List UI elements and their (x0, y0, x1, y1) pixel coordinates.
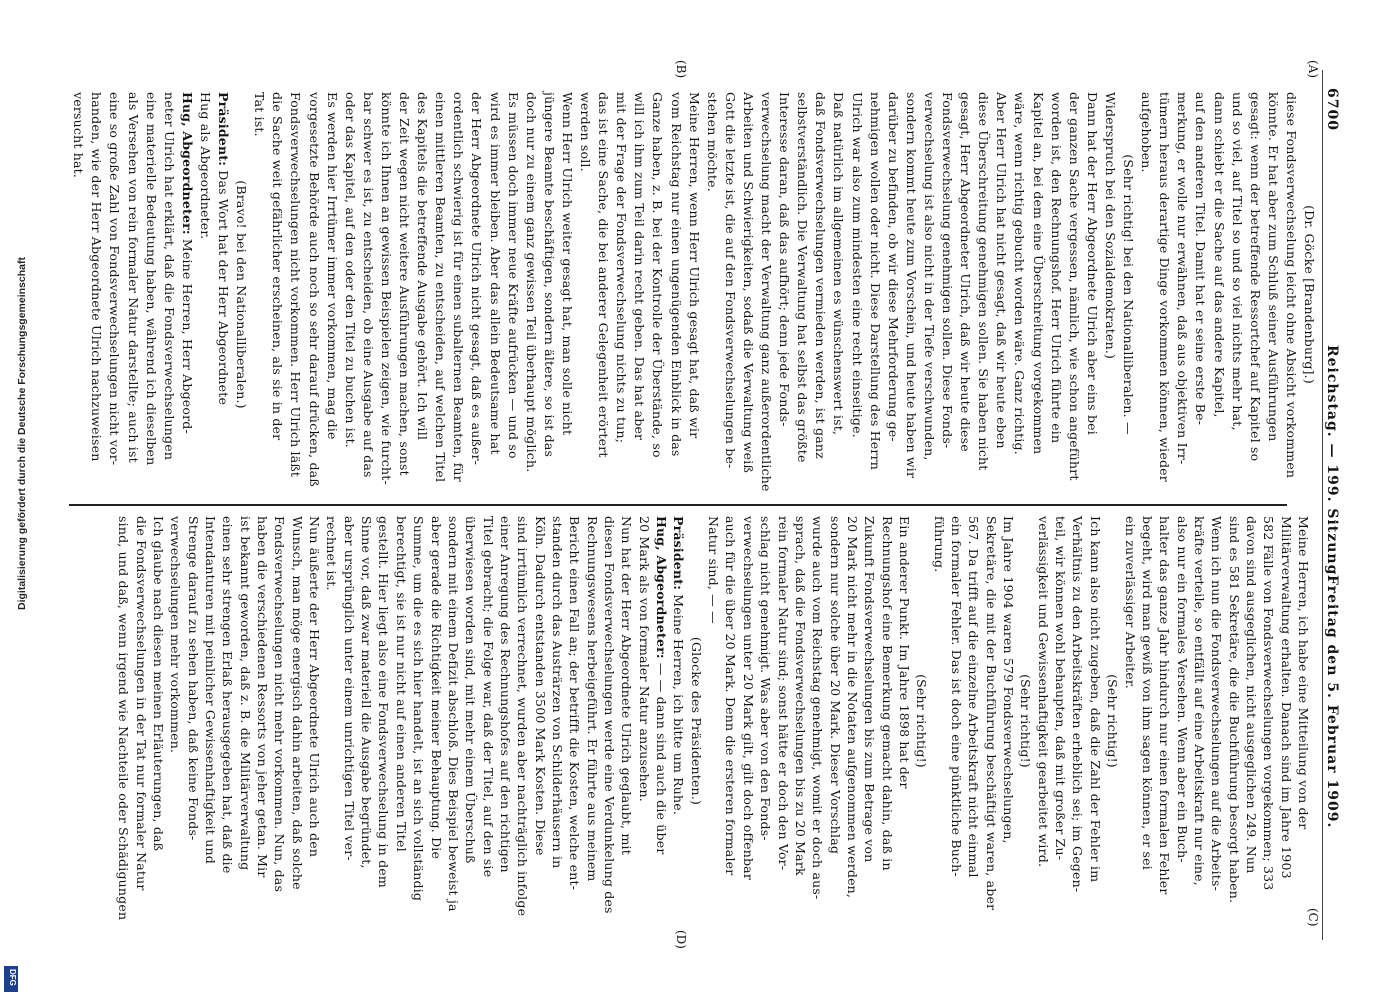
left-column-line: Hug als Abgeordneter. (197, 92, 213, 240)
right-column-line: Präsident: Meine Herren, ich bitte um Ruhe. (671, 516, 687, 816)
right-column-line: verwechselungen unter 20 Mark gilt, gilt doch offenbar (740, 516, 756, 881)
right-column-line: ein zuverlässiger Arbeiter. (1122, 516, 1138, 689)
right-column-line: aber gerade die Richtigkeit meiner Behauptung. Die (428, 516, 444, 860)
speaker-label: Hug, Abgeordneter: (654, 516, 670, 659)
left-column-line: und so viel, auf Titel so und so viel nichts mehr hat, (1229, 92, 1245, 431)
left-column-line: Kapitel an, bei dem eine Überschreitung vorgekommen (1030, 92, 1046, 455)
right-column-line: sind es 581 Sekretäre, die die Buchführung besorgt haben. (1226, 516, 1242, 904)
left-column-line: nehmigen wollen oder nicht. Diese Darstellung des Herrn (867, 92, 883, 471)
left-column-line: stehen möchte. (704, 92, 720, 192)
right-column-line: Ich glaube nach diesen meinen Erläuterungen, daß (150, 516, 166, 852)
digitization-footer (2, 0, 28, 1000)
right-column-line: führung. (931, 516, 947, 573)
left-column-line: Arbeiten und Schwierigkeiten, sodaß die Verwaltung weiß (740, 92, 756, 474)
right-column-line: berechtigt, sie ist nur nicht auf einen anderen Titel (393, 516, 409, 852)
left-column-line: die Sache weit gefährlicher erscheinen, als sie in der (270, 92, 286, 441)
right-column-line: Im Jahre 1904 waren 579 Fondsverwechselungen, (1001, 516, 1017, 844)
left-column-line: der ganzen Sache vergessen, nämlich, wie schon angeführt (1066, 92, 1082, 481)
right-column-line: kräfte verteile, so entfällt auf eine Arbeitskraft nur eine, (1191, 516, 1207, 886)
right-column-line: (Sehr richtig!) (1018, 674, 1034, 768)
left-column-line: könnte ich Ihnen an gewissen Beispielen zeigen, wie furcht- (378, 92, 394, 485)
left-column-line: könnte. Er hat aber zum Schluß seiner Ausführungen (1265, 92, 1281, 442)
right-column-line: ist bekannt geworden, daß z. B. die Militärverwaltung (237, 516, 253, 871)
right-column-line: begeht, wird man gewiß von ihm sagen können, er sei (1139, 516, 1155, 870)
left-column-line: Fondsverwechselungen nicht vorkommen. Herr Ulrich läßt (288, 92, 304, 478)
right-column-line: (Sehr richtig!) (1105, 674, 1121, 768)
left-column-line: dann schiebt er die Sache auf das andere Kapitel, (1211, 92, 1227, 418)
right-column-line: Sinne vor, daß zwar materiell die Ausgabe begründet, (359, 516, 375, 869)
left-column-line: neter Ulrich hat erklärt, daß die Fondsverwechselungen (161, 92, 177, 461)
left-column-line: diese Fondsverwechselung leicht ohne Absicht vorkommen (1283, 92, 1299, 479)
left-column-line: vom Reichstag nur einen ungenügenden Einblick in das (668, 92, 684, 457)
left-column-line: als Versehen von rein formaler Natur darstellte; auch ist (125, 92, 141, 463)
right-column-line: Wunsch, man möge energisch dahin arbeiten, daß solche (289, 516, 305, 890)
right-column-line: ein formaler Fehler. Das ist doch eine pünktliche Buch- (949, 516, 964, 877)
left-column-line: Aber Herr Ulrich hat nicht gesagt, daß wir heute eben (994, 92, 1010, 449)
right-column-line: Fondsverwechselungen nicht mehr vorkommen. Nun, das (272, 516, 288, 893)
right-column-line: Sekretäre, die mit der Buchführung beschäftigt waren, aber (983, 516, 999, 911)
page-date: Freitag den 5. Februar 1909. (1324, 575, 1340, 829)
left-column-line: merkung, er wolle nur erwähnen, daß aus objektiven Irr- (1175, 92, 1191, 465)
left-column-line: Tat ist. (252, 92, 268, 137)
left-column-line: einen mittleren Beamten, zu entscheiden, auf welchen Titel (433, 92, 449, 483)
left-column-line: Widerspruch bei den Sozialdemokraten.) (1102, 92, 1118, 360)
column-divider (69, 504, 1287, 506)
right-column-line: Hug, Abgeordneter: — — dann sind auch die über (654, 516, 670, 855)
left-column-line: Wenn Herr Ulrich weiter gesagt hat, man solle nicht (559, 92, 575, 436)
right-column-line: diesen Fondsverwechselungen werde eine Verdunkelung des (602, 516, 617, 914)
right-column-line: verlässigkeit und Gewissenhaftigkeit gearbeitet wird. (1035, 516, 1051, 868)
left-column-line: der Herr Abgeordnete Ulrich nicht gesagt, daß es außer- (469, 92, 485, 466)
page-number: 6700 (1324, 88, 1340, 131)
right-column-line: Zukunft Fondsverwechselungen bis zum Betrage von (862, 516, 878, 863)
right-column-line: Wenn ich nun die Fondsverwechselungen auf die Arbeits- (1209, 516, 1225, 892)
left-column-line: doch nur zu einem ganz gewissen Teil überhaupt möglich. (523, 92, 539, 473)
left-column-line: das ist eine Sache, die bei anderer Gelegenheit erörtert (596, 92, 612, 458)
left-column-line: Es müssen doch immer neue Kräfte aufrücken — und so (505, 92, 521, 459)
right-column-line: Intendanturen mit peinlicher Gewissenhaftigkeit und (202, 516, 218, 864)
left-column-line: sondern kommt heute zum Vorschein, und heute haben wir (903, 92, 919, 479)
right-column-line: also nur ein formales Versehen. Wenn aber ein Buch- (1174, 516, 1190, 863)
page-title: Reichstag. — 199. Sitzung. (1324, 345, 1340, 582)
right-column-line: 582 Fälle von Fondsverwechselungen vorgekommen; 333 (1261, 516, 1277, 891)
right-column-line: Bericht einen Fall an; der betrifft die Kosten, welche ent- (567, 516, 583, 891)
left-column-line: Daß natürlich im allgemeinen es wünschenswert ist, (831, 92, 847, 436)
left-column-line: tümern heraus derartige Dinge vorkommen können, wieder (1157, 92, 1173, 482)
left-column-line: diese Überschreitung genehmigen sollen. Sie haben nicht (976, 92, 992, 471)
right-column-line: Strenge darauf zu sehen haben, daß keine Fonds- (185, 516, 201, 841)
left-column-line: Präsident: Das Wort hat der Herr Abgeordnete (216, 92, 231, 406)
left-column-line: eine so große Zahl von Fondsverwechselungen nicht vor- (107, 92, 123, 466)
right-column-line: Natur sind, — — (706, 516, 722, 624)
right-column-line: halter das ganze Jahr hindurch nur einen formalen Fehler (1157, 516, 1173, 895)
left-column-line: darüber zu befinden, ob wir diese Mehrforderung ge- (885, 92, 901, 442)
right-column-line: überwiesen worden sind, mit mehr einem Überschuß (463, 516, 479, 864)
left-column-line: gesagt: wenn der betreffende Ressortchef auf Kapitel so (1247, 92, 1263, 462)
speaker-label: Hug, Abgeordneter: (179, 92, 195, 235)
right-column-line: 567. Da trifft auf die einzelne Arbeitskraft nicht einmal (966, 516, 982, 878)
right-column-line: auch für die über 20 Mark. Denn die ersteren formaler (723, 516, 739, 876)
left-column-line: verwechselung macht der Verwaltung ganz außerordentliche (759, 92, 774, 492)
margin-mark-b: (B) (674, 60, 688, 79)
right-column-line: haben die verschiedenen Ressorts von jeher getan. Mir (255, 516, 270, 878)
left-column-line: worden ist, den Rechnungshof. Herr Ulrich führte ein (1048, 92, 1064, 444)
right-column-line: sondern nur solche über 20 Mark. Dieser Vorschlag (827, 516, 843, 855)
right-column-line: davon sind ausgeglichen, nicht ausgeglichen 249. Nun (1243, 516, 1259, 874)
left-column-line: versucht hat. (71, 92, 87, 179)
right-column-line: gestellt. Hier liegt also eine Fondsverwechselung in dem (376, 516, 392, 888)
left-column-line: mit der Frage der Fondsverwechselung nichts zu tun; (614, 92, 630, 444)
left-column-line: des Kapitels die betreffende Ausgabe gehört. Ich will (415, 92, 431, 441)
left-column-line: wird es immer bleiben. Aber das allein Bedeutsame hat (487, 92, 503, 455)
left-column-line: handen, wie der Herr Abgeordnete Ulrich nachzuweisen (89, 92, 105, 462)
right-column-line: sind irrtümlich verrechnet, wurden aber nachträglich infolge (515, 516, 531, 917)
right-column-line: Rechnungswesens herbeigeführt. Er führte aus meinem (584, 516, 600, 882)
right-column-line: Ich kann also nicht zugeben, daß die Zahl der Fehler im (1087, 516, 1103, 883)
left-column-line: Dann hat der Herr Abgeordnete Ulrich aber eins bei (1084, 92, 1100, 435)
right-column-line: Nun hat der Herr Abgeordnete Ulrich geglaubt, mit (619, 516, 635, 855)
right-column-line: sprach, daß die Fondsverwechselungen bis zu 20 Mark (792, 516, 808, 876)
left-column-line: Es werden hier Irrtümer immer vorkommen, mag die (324, 92, 340, 440)
left-column-line: aufgehoben. (1139, 92, 1155, 173)
left-column-line: oder das Kapitel, auf den oder den Titel zu buchen ist. (342, 92, 358, 448)
right-column-line: sind, und daß, wenn irgend wie Nachteile oder Schädigungen (116, 516, 132, 921)
left-column-line: wäre, wenn richtig gebucht worden wäre. Ganz richtig. (1012, 92, 1028, 455)
right-column-line: Militärverwaltung erhalten. Danach sind im Jahre 1903 (1278, 516, 1294, 879)
right-column-line: Summe, um die es sich hier handelt, ist an sich vollständig (411, 516, 427, 902)
right-column-line: Verhältnis zu den Arbeitskräften erheblich sei; im Gegen- (1070, 516, 1086, 893)
right-column-line: wurde auch vom Reichstag genehmigt, womit er doch aus- (810, 516, 826, 900)
left-column-line: Interesse daran, daß das aufhört; denn jede Fonds- (777, 92, 793, 427)
right-column-line: teil, wir können wohl behaupten, daß mit großer Zu- (1053, 516, 1069, 861)
left-column-line: der Zeit wegen nicht weitere Ausführungen machen, sonst (397, 92, 412, 476)
left-column-line: bar schwer es ist, zu entscheiden, ob eine Ausgabe auf das (360, 92, 376, 478)
left-column-line: (Sehr richtig! bei den Nationalliberalen. — (1121, 154, 1136, 435)
left-column-line: Ulrich war also zum mindesten eine recht einseitige. (849, 92, 865, 438)
right-column-line: 20 Mark als von formaler Natur anzusehen. (636, 516, 652, 802)
left-column-line: jüngere Beamte beschäftigen, sondern ältere, so ist das (541, 92, 557, 458)
margin-mark-c: (C) (1306, 908, 1320, 927)
left-column-line: werden soll. (578, 92, 593, 172)
speaker-label: Präsident: (216, 92, 231, 167)
header-rule (1322, 70, 1323, 940)
digitization-note: Digitalisierung gefördert durch die Deutsche Forschungsgemeinschaft (16, 257, 28, 610)
right-column-line: (Sehr richtig!) (914, 674, 930, 768)
right-column-line: einen sehr strengen Erlaß herausgegeben hat, daß die (220, 516, 236, 874)
right-column-line: aber ursprünglich unter einem unrichtigen Titel ver- (341, 516, 357, 861)
left-column-line: ordentlich schwierig ist für einen subalternen Beamten, für (451, 92, 467, 482)
left-column-line: (Bravo! bei den Nationalliberalen.) (234, 180, 250, 409)
left-column-line: verwechselung ist also nicht in der Tiefe verschwunden, (921, 92, 937, 461)
right-column-line: Ein anderer Punkt. Im Jahre 1898 hat der (896, 516, 912, 789)
margin-mark-a: (A) (1306, 60, 1320, 79)
right-column-line: einer Anregung des Rechnungshofes auf den richtigen (497, 516, 513, 873)
right-column-line: rein formaler Natur sind; sonst hätte er doch den Vor- (775, 516, 791, 871)
left-column-line: vorgesetzte Behörde auch noch so sehr darauf drücken, daß (306, 92, 322, 487)
speaker-label: Präsident: (671, 516, 687, 591)
left-column-line: Ganze haben, z. B. bei der Kontrolle der Überstände, so (650, 92, 666, 458)
right-column-line: Köln. Dadurch entstanden 3500 Mark Kosten. Diese (532, 516, 548, 856)
right-column-line: 20 Mark nicht mehr in die Notaten aufgenommen werden, (844, 516, 860, 899)
left-column-line: eine materielle Bedeutung haben, während ich dieselben (143, 92, 159, 466)
right-column-line: verwechselungen mehr vorkommen. (168, 516, 184, 754)
right-column-line: die Fondsverwechselungen in der Tat nur formaler Natur (133, 516, 149, 891)
right-column-line: Rechnungshof eine Bemerkung gemacht dahin, daß in (879, 516, 895, 871)
margin-mark-d: (D) (674, 930, 688, 949)
left-column-line: Meine Herren, wenn Herr Ulrich gesagt hat, daß wir (686, 92, 702, 439)
left-column-line: gesagt, Herr Abgeordneter Ulrich, daß wir heute diese (958, 92, 974, 452)
right-column-line: Titel gebracht; die Folge war, daß der Titel, auf den sie (480, 516, 496, 878)
dfg-logo: DFG (4, 966, 18, 992)
right-column-line: (Glocke des Präsidenten.) (688, 636, 704, 806)
right-column-line: standen durch das Austrärzen von Schilderhäusern in (549, 516, 565, 869)
left-column-line: Hug, Abgeordneter: Meine Herren, Herr Abgeord- (179, 92, 195, 434)
left-column-line: selbstverständlich. Die Verwaltung hat selbst das größte (795, 92, 811, 463)
right-column-line: schlag nicht genehmigt. Was aber von den Fonds- (758, 516, 774, 841)
left-column-line: auf den anderen Titel. Damit hat er seine erste Be- (1193, 92, 1209, 426)
left-column-line: Fondsverwechselung genehmigen sollen. Diese Fonds- (940, 92, 955, 449)
right-column-line: sondern mit einem Defizit abschloß. Dies Beispiel beweist ja (445, 516, 461, 912)
right-column-line: Nun äußerte der Herr Abgeordnete Ulrich auch den (307, 516, 323, 858)
left-column-line: will ich ihm zum Teil darin recht geben. Das hat aber (632, 92, 648, 441)
left-column-line: daß Fondsverwechselungen vermieden werden, ist ganz (813, 92, 829, 459)
right-column-line: rechnet ist. (324, 516, 340, 591)
left-column-line: (Dr. Göcke [Brandenburg].) (1302, 205, 1317, 384)
right-column-line: Meine Herren, ich habe eine Mitteilung von der (1296, 516, 1311, 830)
left-column-line: Gott die letzte ist, die auf den Fondsverwechselungen be- (722, 92, 738, 469)
